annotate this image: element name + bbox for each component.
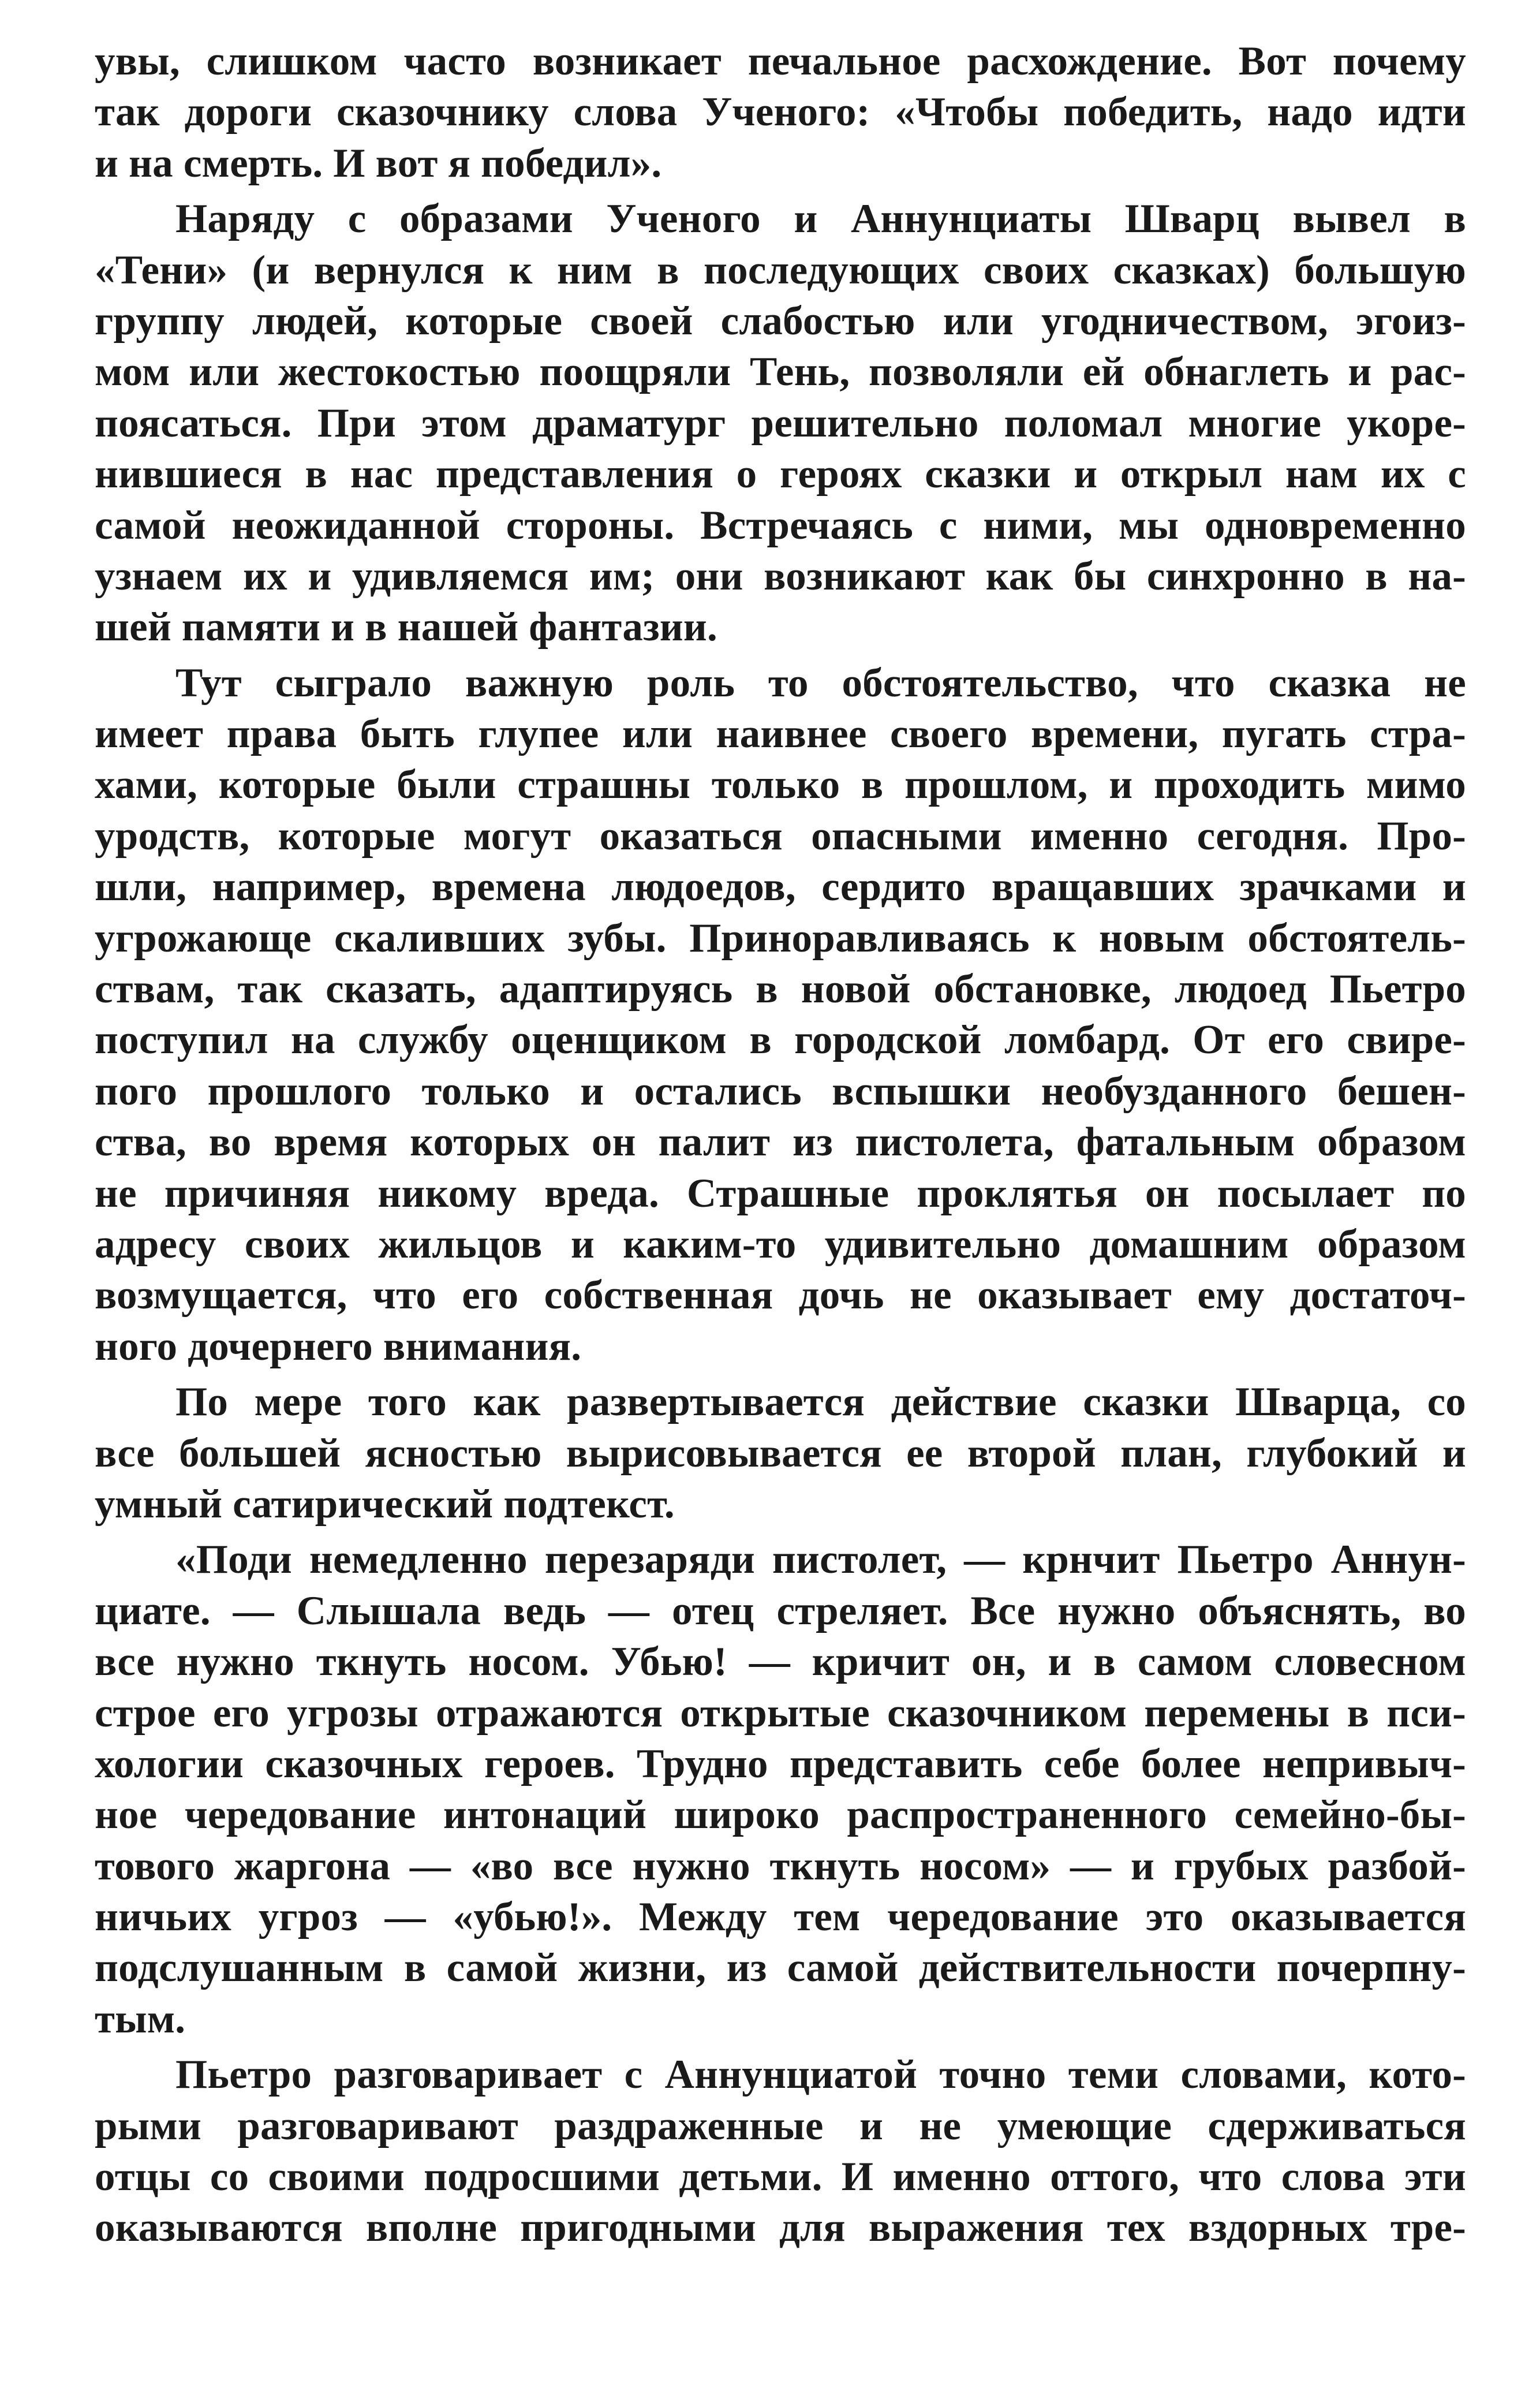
text-line: ства, во время которых он палит из пистолета, фатальным образом bbox=[95, 1120, 1466, 1165]
text-line: имеет права быть глупее или наивнее своего времени, пугать стра- bbox=[95, 711, 1466, 757]
text-line: хами, которые были страшны только в прошлом, и проходить мимо bbox=[95, 762, 1466, 808]
text-line: хологии сказочных героев. Трудно представить себе более непривыч- bbox=[95, 1741, 1466, 1786]
text-line: угрожающе скаливших зубы. Приноравливаясь к новым обстоятель- bbox=[95, 915, 1466, 961]
text-line: все нужно ткнуть носом. Убью! — кричит он, и в самом словесном bbox=[95, 1639, 1466, 1685]
text-line: уродств, которые могут оказаться опасными именно сегодня. Про- bbox=[95, 813, 1466, 859]
text-line: самой неожиданной стороны. Встречаясь с ними, мы одновременно bbox=[95, 502, 1466, 548]
text-line: нившиеся в нас представления о героях сказки и открыл нам их с bbox=[95, 452, 1466, 497]
text-line: циате. — Слышала ведь — отец стреляет. Все нужно объяснять, во bbox=[95, 1588, 1466, 1633]
text-line: не причиняя никому вреда. Страшные проклятья он посылает по bbox=[95, 1170, 1466, 1216]
text-line: рыми разговаривают раздраженные и не умеющие сдерживаться bbox=[95, 2103, 1466, 2148]
text-line: оказываются вполне пригодными для выражения тех вздорных тре- bbox=[95, 2205, 1466, 2251]
text-line: поясаться. При этом драматург решительно поломал многие укоре- bbox=[95, 400, 1466, 446]
paragraph bbox=[95, 1377, 1466, 1530]
text-line: Пьетро разговаривает с Аннунциатой точно теми словами, кото- bbox=[175, 2052, 1466, 2098]
text-line: строе его угрозы отражаются открытые сказочником перемены в пси- bbox=[95, 1690, 1466, 1736]
paragraph bbox=[95, 193, 1466, 653]
text-line: узнаем их и удивляемся им; они возникают как бы синхронно в на- bbox=[95, 553, 1466, 599]
text-line: «Поди немедленно перезаряди пистолет, — крнчит Пьетро Аннун- bbox=[175, 1537, 1466, 1583]
text-line: пого прошлого только и остались вспышки необузданного бешен- bbox=[95, 1068, 1466, 1114]
text-line: ничьих угроз — «убью!». Между тем чередование это оказывается bbox=[95, 1894, 1466, 1940]
page-text bbox=[95, 36, 1466, 2258]
text-line: и на смерть. И вот я победил». bbox=[95, 140, 662, 186]
text-line: увы, слишком часто возникает печальное расхождение. Вот почему bbox=[95, 39, 1466, 84]
text-line: так дороги сказочнику слова Ученого: «Чтобы победить, надо идти bbox=[95, 89, 1466, 135]
text-line: возмущается, что его собственная дочь не оказывает ему достаточ- bbox=[95, 1273, 1466, 1318]
paragraph bbox=[95, 36, 1466, 189]
text-line: Наряду с образами Ученого и Аннунциаты Шварц вывел в bbox=[175, 196, 1466, 242]
text-line: адресу своих жильцов и каким-то удивительно домашним образом bbox=[95, 1221, 1466, 1267]
text-line: группу людей, которые своей слабостью или угодничеством, эгоиз- bbox=[95, 298, 1466, 344]
text-line: ное чередование интонаций широко распространенного семейно-бы- bbox=[95, 1792, 1466, 1838]
text-line: умный сатирический подтекст. bbox=[95, 1481, 675, 1527]
paragraph bbox=[95, 1534, 1466, 2045]
text-line: По мере того как развертывается действие сказки Шварца, со bbox=[175, 1379, 1466, 1425]
text-line: поступил на службу оценщиком в городской ломбард. От его свире- bbox=[95, 1017, 1466, 1063]
text-line: «Тени» (и вернулся к ним в последующих своих сказках) большую bbox=[95, 247, 1466, 293]
text-line: ного дочернего внимания. bbox=[95, 1323, 582, 1369]
text-line: шли, например, времена людоедов, сердито вращавших зрачками и bbox=[95, 864, 1466, 910]
text-line: Тут сыграло важную роль то обстоятельство, что сказка не bbox=[175, 660, 1466, 706]
text-line: шей памяти и в нашей фантазии. bbox=[95, 605, 717, 650]
text-line: отцы со своими подросшими детьми. И именно оттого, что слова эти bbox=[95, 2154, 1466, 2200]
text-line: мом или жестокостью поощряли Тень, позволяли ей обнаглеть и рас- bbox=[95, 349, 1466, 395]
text-line: подслушанным в самой жизни, из самой действительности почерпну- bbox=[95, 1945, 1466, 1991]
text-line: тового жаргона — «во все нужно ткнуть носом» — и грубых разбой- bbox=[95, 1843, 1466, 1889]
text-line: все большей ясностью вырисовывается ее второй план, глубокий и bbox=[95, 1430, 1466, 1476]
paragraph bbox=[95, 658, 1466, 1372]
paragraph bbox=[95, 2049, 1466, 2254]
text-line: ствам, так сказать, адаптируясь в новой обстановке, людоед Пьетро bbox=[95, 967, 1466, 1012]
text-line: тым. bbox=[95, 1996, 186, 2042]
